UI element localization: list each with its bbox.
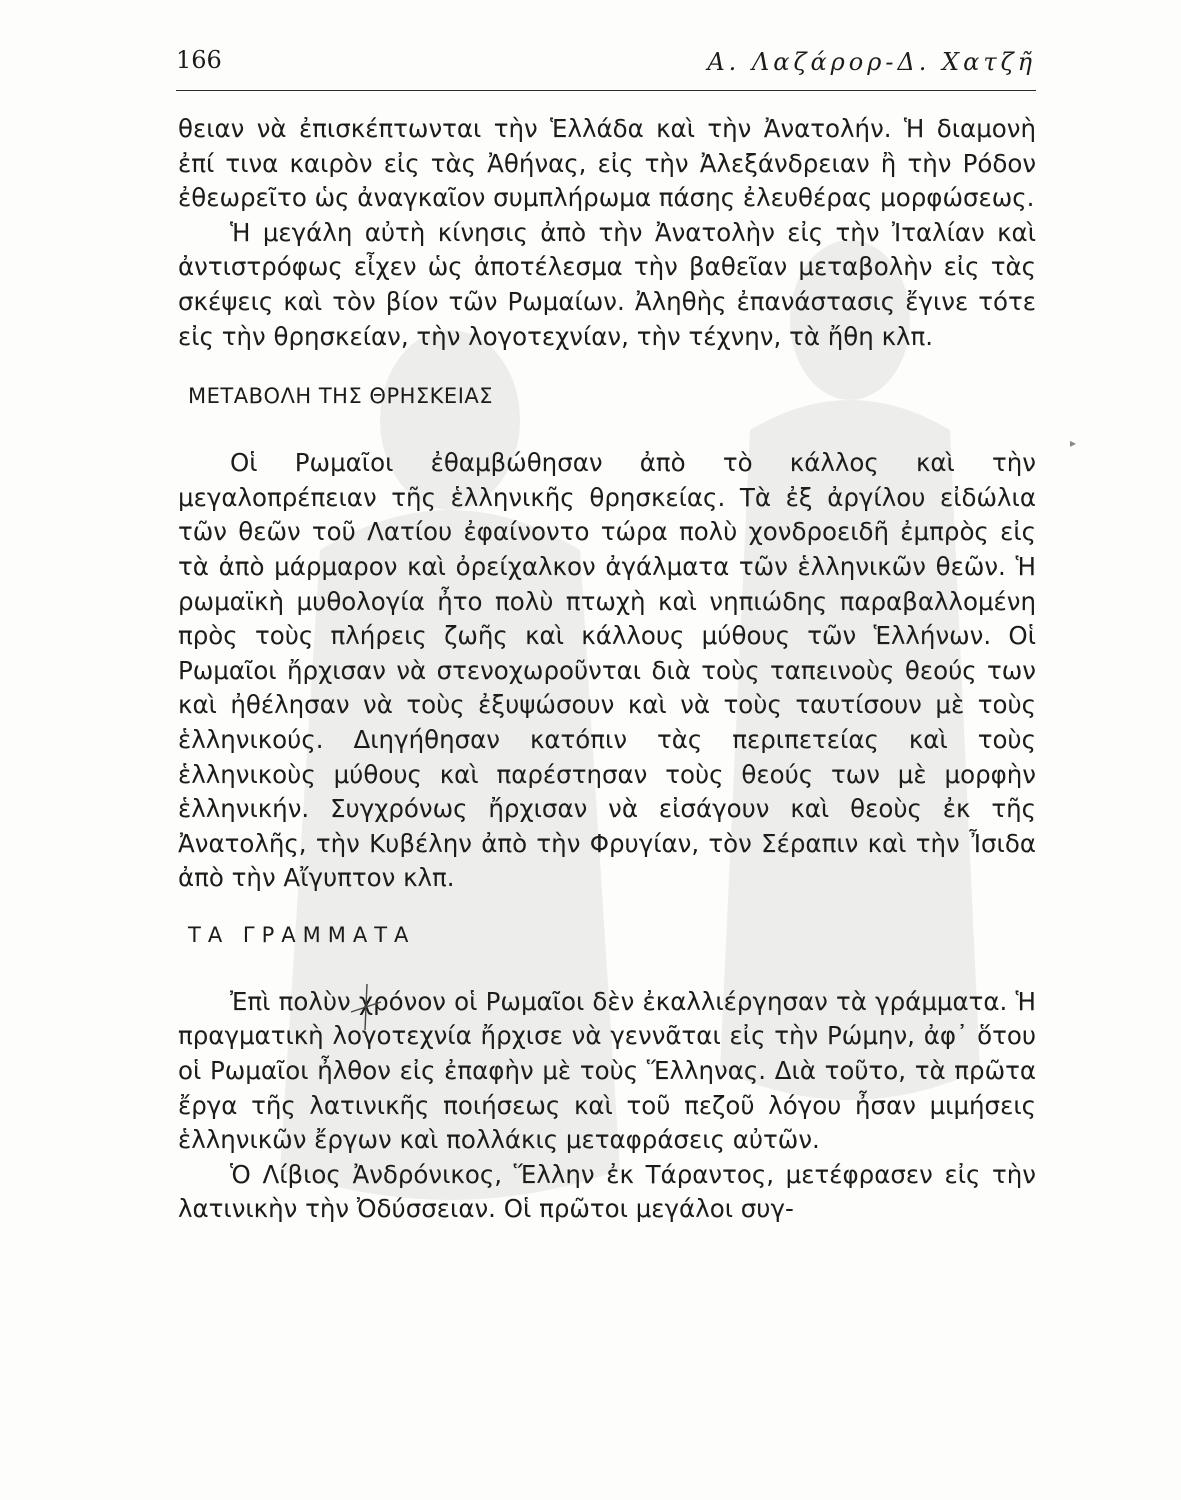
- page-number: 166: [176, 46, 222, 74]
- margin-tick-icon: ▸: [1070, 436, 1077, 450]
- pencil-mark-icon: [345, 982, 385, 1032]
- body-text: [178, 112, 1036, 1227]
- paragraph-5: Ὁ Λίβιος Ἀνδρόνικος, Ἕλλην ἐκ Τάραντος, μετέφρασεν εἰς τὴν λατινικὴν τὴν Ὀδύσσειαν. Οἱ πρῶτοι μεγάλοι συγ-: [178, 1159, 1036, 1224]
- header-rule: [176, 90, 1036, 91]
- running-head: Α. Λαζάρορ-Δ. Χατζῆ: [707, 48, 1036, 76]
- paragraph-2: Ἡ μεγάλη αὐτὴ κίνησις ἀπὸ τὴν Ἀνατολὴν εἰς τὴν Ἰταλίαν καὶ ἀντιστρόφως εἶχεν ὡς ἀποτέλεσμα τὴν βαθεῖαν μεταβολὴν εἰς τὰς σκέψεις καὶ τὸν βίον τῶν Ρωμαίων. Ἀληθὴς ἐπανάστασις ἔγινε τότε εἰς τὴν θρησκείαν, τὴν λογοτεχνίαν, τὴν τέχνην, τὰ ἤθη κλπ.: [178, 217, 1036, 351]
- paragraph-1: θειαν νὰ ἐπισκέπτωνται τὴν Ἑλλάδα καὶ τὴν Ἀνατολήν. Ἡ διαμονὴ ἐπί τινα καιρὸν εἰς τὰς Ἀθήνας, εἰς τὴν Ἀλεξάνδρειαν ἢ τὴν Ρόδον ἐθεωρεῖτο ὡς ἀναγκαῖον συμπλήρωμα πάσης ἐλευθέρας μορφώσεως.: [178, 114, 1036, 213]
- page-header: [176, 42, 1036, 86]
- paragraph-3: Οἱ Ρωμαῖοι ἐθαμβώθησαν ἀπὸ τὸ κάλλος καὶ τὴν μεγαλοπρέπειαν τῆς ἑλληνικῆς θρησκείας. Τὰ ἐξ ἀργίλου εἰδώλια τῶν θεῶν τοῦ Λατίου ἐφαίνοντο τώρα πολὺ χονδροειδῆ ἐμπρὸς εἰς τὰ ἀπὸ μάρμαρον καὶ ὀρείχαλκον ἀγάλματα τῶν ἑλληνικῶν θεῶν. Ἡ ρωμαϊκὴ μυθολογία ἦτο πολὺ πτωχὴ καὶ νηπιώδης παραβαλλομένη πρὸς τοὺς πλήρεις ζωῆς καὶ κάλλους μύθους τῶν Ἑλλήνων. Οἱ Ρωμαῖοι ἤρχισαν νὰ στενοχωροῦνται διὰ τοὺς ταπεινοὺς θεούς των καὶ ἠθέλησαν νὰ τοὺς ἐξυψώσουν καὶ νὰ τοὺς ταυτίσουν μὲ τοὺς ἑλληνικούς. Διηγήθησαν κατόπιν τὰς περιπετείας καὶ τοὺς ἑλληνικοὺς μύθους καὶ παρέστησαν τοὺς θεούς των μὲ μορφὴν ἑλληνικήν. Συγχρόνως ἤρχισαν νὰ εἰσάγουν καὶ θεοὺς ἐκ τῆς Ἀνατολῆς, τὴν Κυβέλην ἀπὸ τὴν Φρυγίαν, τὸν Σέραπιν καὶ τὴν Ἶσιδα ἀπὸ τὴν Αἴγυπτον κλπ.: [178, 448, 1036, 893]
- section-heading-religion: ΜΕΤΑΒΟΛΗ ΤΗΣ ΘΡΗΣΚΕΙΑΣ: [188, 384, 494, 409]
- paragraph-4: Ἐπὶ πολὺν χρόνον οἱ Ρωμαῖοι δὲν ἐκαλλιέργησαν τὰ γράμματα. Ἡ πραγματικὴ λογοτεχνία ἤρχισε νὰ γεννᾶται εἰς τὴν Ρώμην, ἀφ᾽ ὅτου οἱ Ρωμαῖοι ἦλθον εἰς ἐπαφὴν μὲ τοὺς Ἕλληνας. Διὰ τοῦτο, τὰ πρῶτα ἔργα τῆς λατινικῆς ποιήσεως καὶ τοῦ πεζοῦ λόγου ἦσαν μιμήσεις ἑλληνικῶν ἔργων καὶ πολλάκις μεταφράσεις αὐτῶν.: [178, 986, 1036, 1155]
- section-heading-letters: ΤΑ ΓΡΑΜΜΑΤΑ: [188, 922, 416, 947]
